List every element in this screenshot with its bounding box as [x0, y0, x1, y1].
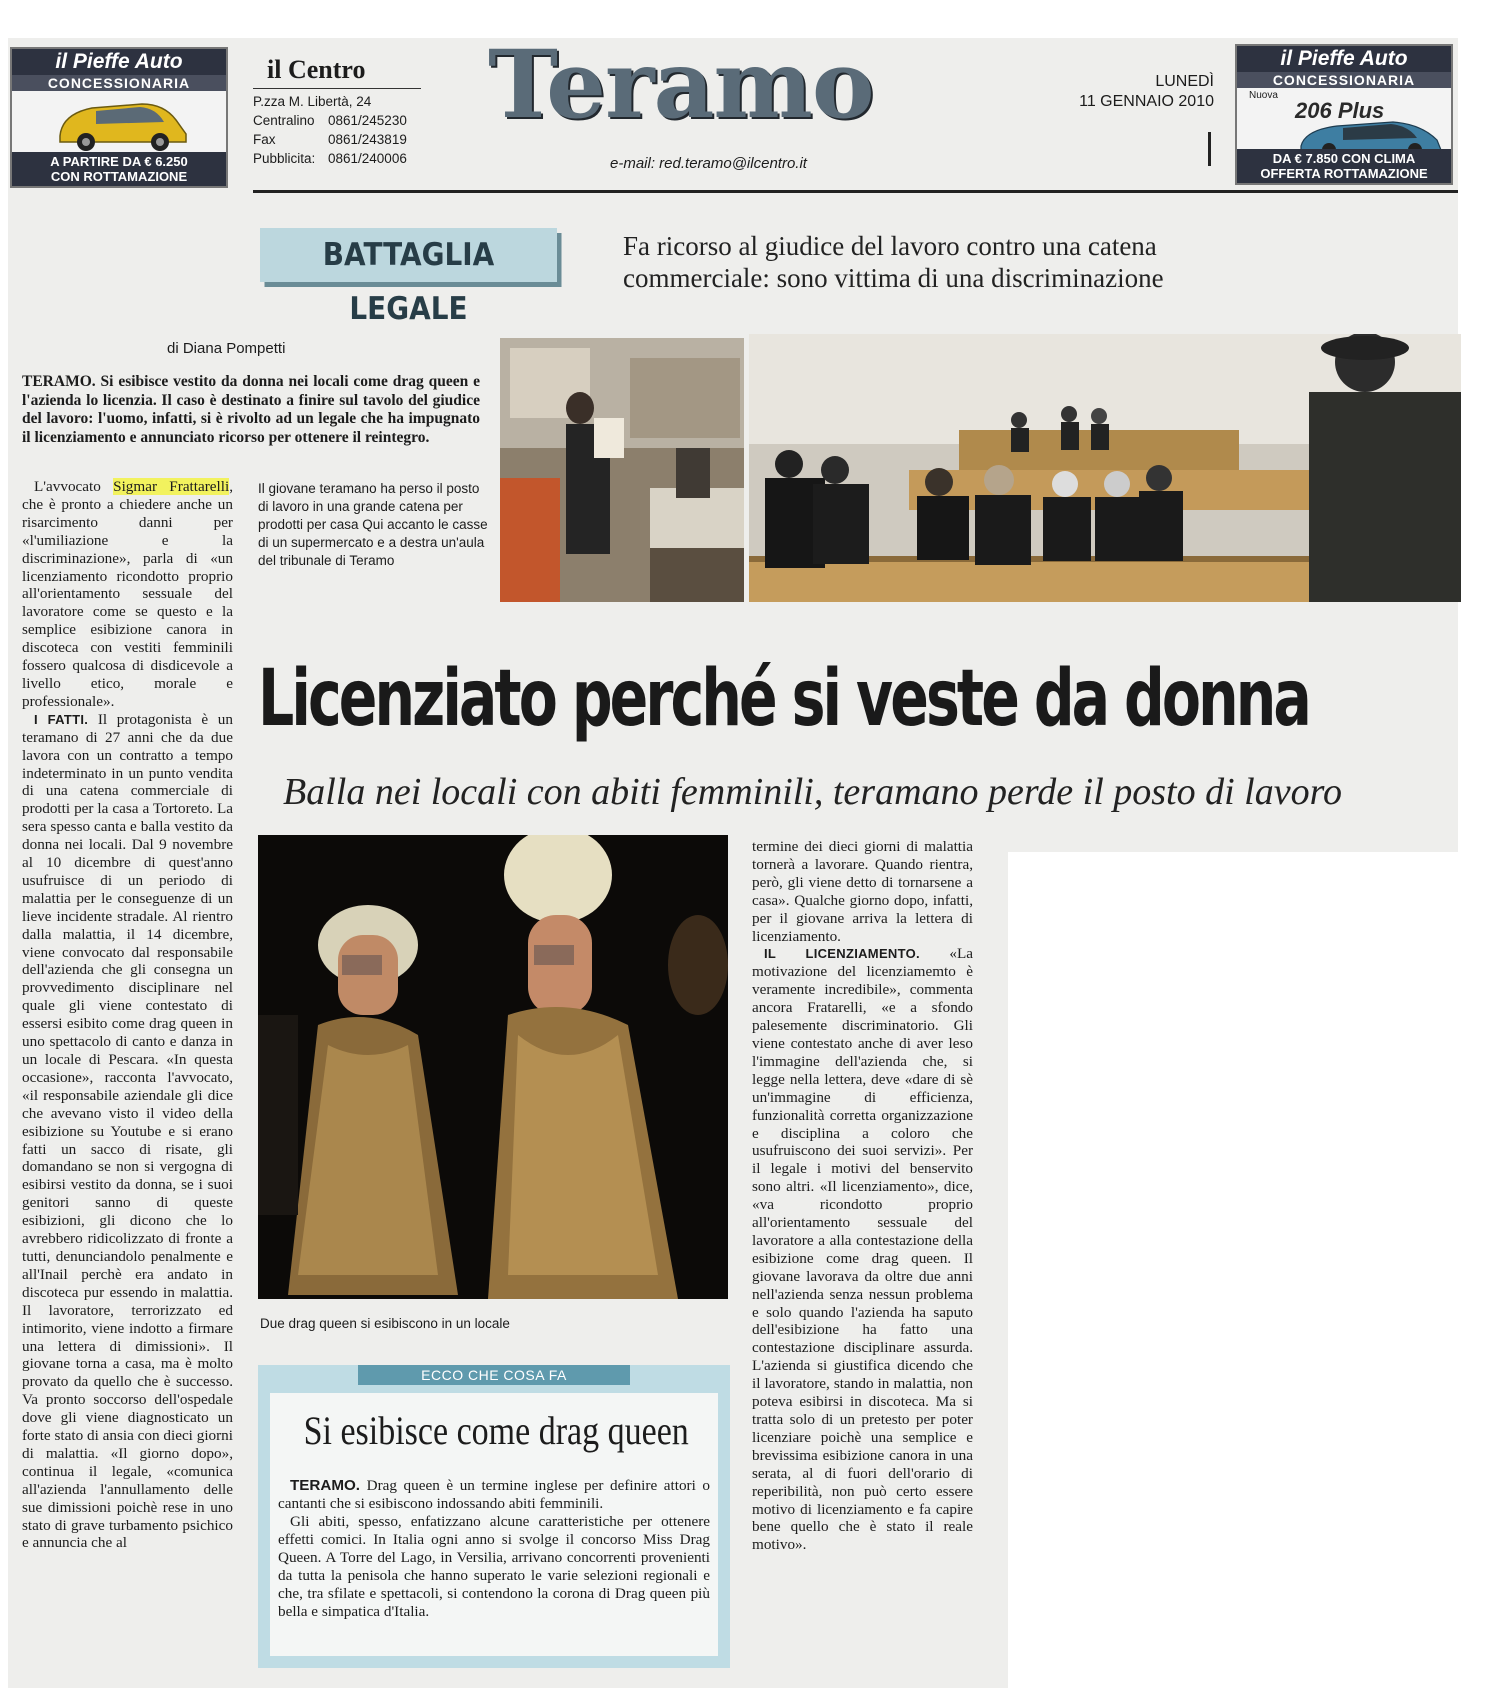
byline: di Diana Pompetti [167, 340, 286, 357]
ad-brand: il Pieffe Auto [55, 50, 183, 73]
supermarket-photo [500, 338, 744, 602]
ad-header [12, 49, 226, 91]
paper-logo: il Centro [267, 55, 366, 84]
deck: Balla nei locali con abiti femminili, teramano perde il posto di lavoro [283, 771, 1342, 813]
subhead-line: commerciale: sono vittima di una discriminazione [623, 263, 1164, 293]
paragraph: Gli abiti, spesso, enfatizzano alcune caratteristiche per ottenere effetti comici. In Italia ogni anno si svolge il concorso Miss Drag Queen. A Torre del Lago, in Versilia, arrivano concorrenti provenienti da tutta la penisola che hanno superato le varie selezioni regionali e che, tra sfilate e spettacoli, si contendono la corona di Drag queen più bella e simpatica d'Italia. [278, 1513, 710, 1620]
article-column-3 [752, 838, 973, 1554]
ad-price: A PARTIRE DA € 6.250 [50, 154, 188, 169]
car-image [52, 94, 192, 152]
section-label: TERAMO. [290, 1477, 361, 1494]
section-label: IL LICENZIAMENTO. [764, 946, 920, 962]
car-dealer-ad-left [10, 47, 228, 188]
ad-header [1237, 46, 1451, 88]
ad-offer: CON ROTTAMAZIONE [50, 169, 188, 184]
photo-caption-drag: Due drag queen si esibiscono in un locale [260, 1316, 510, 1331]
paragraph: L'avvocato Sigmar Frattarelli, che è pronto a chiedere anche un risarcimento danni per «l'umiliazione e la discriminazione», parla di «un licenziamento ricondotto proprio all'orientamento sessuale del lavoratore come se questo e la semplice esibizione canora in discoteca con vestiti femminili fossero qualcosa di disdicevole a livello etico, morale e professionale». [22, 478, 233, 710]
masthead-tick [1208, 132, 1211, 166]
section-label: I FATTI. [34, 711, 89, 727]
lead-paragraph: TERAMO. Si esibisce vestito da donna nei locali come drag queen e l'azienda lo licenzia. Il caso è destinato a finire sul tavolo del giudice del lavoro: l'uomo, infatti, si è rivolto ad un legale che ha impugnato il licenziamento e annunciato ricorso per ottenere il reintegro. [22, 373, 480, 446]
car-dealer-ad-right [1235, 44, 1453, 185]
paragraph: IL LICENZIAMENTO. «La motivazione del licenziamemto è veramente incredibile», commenta ancora Fratarelli, «e a sfondo palesemente discriminatorio. Gli viene contestato anche di aver leso l'immagine dell'azienda che, si legge nella lettera, deve «dare di sè un'immagine di efficienza, funzionalità corretta organizzazione e disciplina a coloro che usufruiscono dei suoi servizi». Per il legale i motivi del benservito sono altri. «Il licenziamento», dice, «va ricondotto proprio all'orientamento sessuale del lavoratore a alla contestazione della esibizione come drag queen. Il giovane lavorava da oltre due anni nell'azienda senza nessun problema e solo quando l'azienda ha saputo dell'esibizione ha fatto una contestazione disciplinare assurda. L'azienda si giustifica dicendo che il lavoratore, stando in malattia, non poteva esibirsi in discoteca. Ma si tratta solo di un pretesto per poter licenziare poichè una semplice e brevissima esibizione canora in una serata, al di fuori dell'orario di reperibilità, non può certo essere motivo di licenziamento e fa capire bene quello che è stato il reale motivo». [752, 945, 973, 1554]
box-title: Si esibisce come drag queen [303, 1408, 689, 1453]
email-line: e-mail: red.teramo@ilcentro.it [610, 155, 807, 172]
box-body [270, 1393, 718, 1656]
contact-line: Centralino 0861/245230 [253, 113, 407, 128]
photo-caption-top: Il giovane teramano ha perso il posto di lavoro in una grande catena per prodotti per casa Qui accanto le casse di un supermercato e a destra un'aula del tribunale di Teramo [258, 481, 488, 568]
kicker-label: BATTAGLIA LEGALE [260, 228, 557, 282]
ad-brand: il Pieffe Auto [1280, 47, 1408, 70]
subheadline [623, 230, 1164, 294]
box-tag: ECCO CHE COSA FA [358, 1365, 630, 1385]
sidebar-box [258, 1365, 730, 1668]
issue-date-value: 11 GENNAIO 2010 [1079, 93, 1214, 110]
issue-date [1010, 72, 1214, 112]
box-text [278, 1477, 710, 1621]
subhead-line: Fa ricorso al giudice del lavoro contro una catena [623, 231, 1157, 261]
issue-day: LUNEDÌ [1155, 73, 1214, 90]
ad-footer [12, 152, 226, 186]
paragraph: I FATTI. Il protagonista è un teramano di 27 anni che da due lavora con un contratto a tempo indeterminato in un punto vendita di una catena commerciale di prodotti per la casa a Tortoreto. La sera spesso canta e balla vestito da donna nei locali. Dal 9 novembre al 10 dicembre di quest'anno usufruisce di un periodo di malattia per le conseguenze di un lieve incidente stradale. Al rientro dalla malattia, il 14 dicembre, viene convocato dal responsabile dell'azienda che gli consegna un provvedimento disciplinare nel quale gli viene contestato di essersi esibito come drag queen in uno spettacolo di canto e danza in un locale di Pescara. «In questa occasione», racconta l'avvocato, «il responsabile aziendale gli dice che avevano visto il video della esibizione su Youtube e si erano fatti un sacco di risate, gli domandano se non si vergogna di esibirsi vestito da donna, se i suoi genitori sanno di queste esibizioni, gli dicono che lo avrebbero ridicolizzato di fronte a tutti, denunciandolo penalmente e all'Inail perchè era andato in discoteca pur essendo in malattia. Il lavoratore, terrorizzato ed intimorito, viene indotto a firmare una lettera di dimissioni». Il giovane torna a casa, ma è molto provato da quello che è successo. Va pronto soccorso dell'ospedale dove gli viene diagnosticato un forte stato di ansia con dieci giorni di malattia. «Il giorno dopo», continua il legale, «comunica all'azienda l'annullamento delle sue dimissioni poichè rese in uno stato di grave turbamento psichico e annuncia che al [22, 710, 233, 1552]
contact-block [253, 92, 407, 168]
ad-offer: OFFERTA ROTTAMAZIONE [1260, 166, 1428, 181]
ad-footer [1237, 149, 1451, 183]
ad-subtitle: CONCESSIONARIA [1237, 72, 1451, 88]
article-column-1 [22, 478, 233, 1552]
ad-model: 206 Plus [1295, 98, 1385, 123]
address: P.zza M. Libertà, 24 [253, 94, 372, 109]
masthead-rule [253, 88, 421, 89]
ad-price: DA € 7.850 CON CLIMA [1272, 151, 1416, 166]
highlighted-name: Sigmar Frattarelli [113, 478, 230, 495]
contact-line: Fax 0861/243819 [253, 132, 407, 147]
masthead-divider [253, 190, 1458, 193]
paragraph: termine dei dieci giorni di malattia tornerà a lavorare. Quando rientra, però, gli viene detto di tornarsene a casa». Qualche giorno dopo, infatti, per il giovane arriva la lettera di licenziamento. [752, 838, 973, 945]
headline: Licenziato perché si veste da donna [258, 654, 1309, 744]
drag-queen-photo [258, 835, 728, 1299]
courtroom-photo [749, 334, 1461, 602]
ad-subtitle: CONCESSIONARIA [12, 75, 226, 91]
ad-model-prefix: Nuova [1249, 90, 1278, 101]
contact-line: Pubblicita: 0861/240006 [253, 151, 407, 166]
section-title: Teramo [488, 30, 874, 140]
paragraph: TERAMO. Drag queen è un termine inglese per definire attori o cantanti che si esibiscono indossando abiti femminili. [278, 1477, 710, 1512]
